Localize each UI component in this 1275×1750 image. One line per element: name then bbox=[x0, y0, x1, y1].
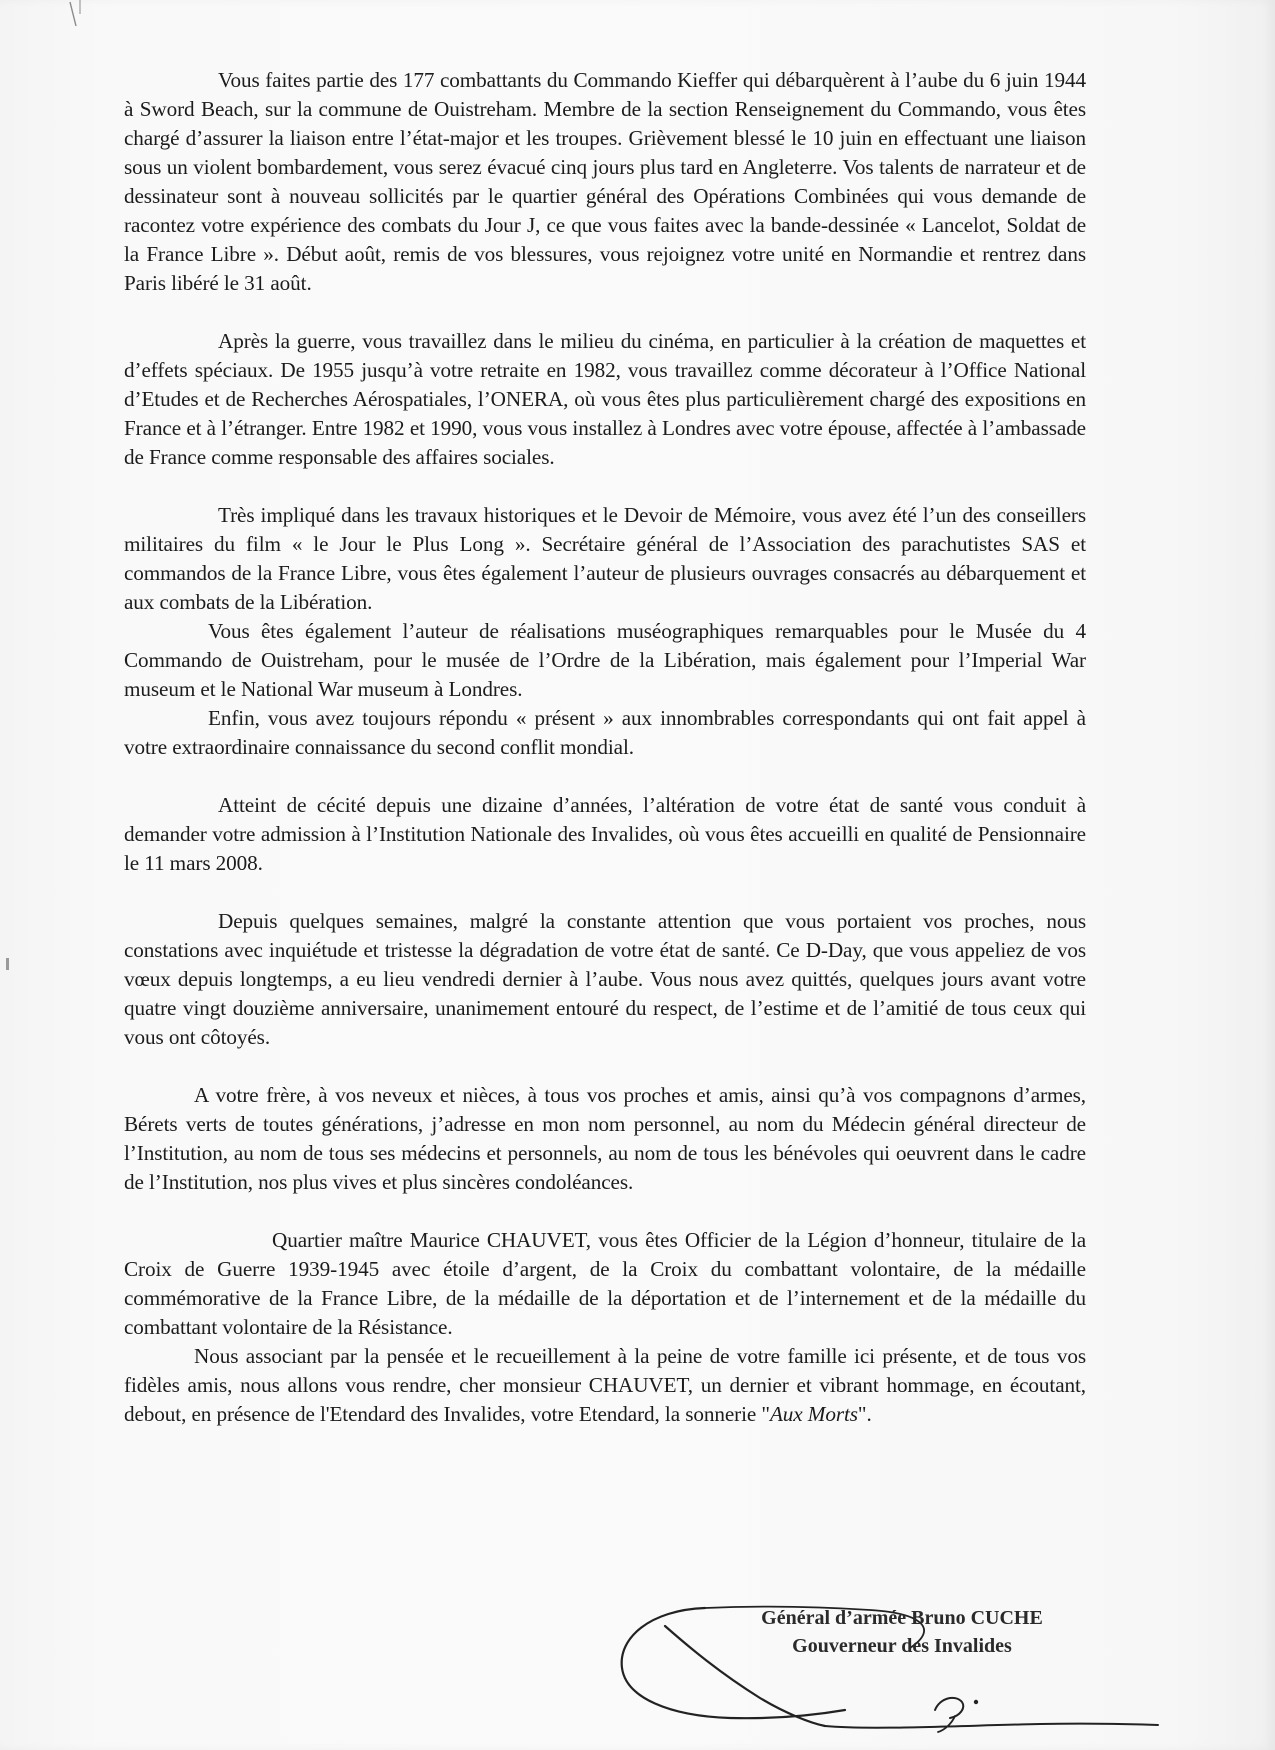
paragraph-memory-duty: Très impliqué dans les travaux historiques et le Devoir de Mémoire, vous avez été l’un des conseillers militaires du film « le Jour le Plus Long ». Secrétaire général de l’Association des parachutistes SAS et commandos de la France Libre, vous êtes également l’auteur de plusieurs ouvrages consacrés au débarquement et aux combats de la Libération. bbox=[124, 503, 1086, 614]
tribute-sonnerie-name: Aux Morts bbox=[769, 1402, 858, 1426]
paragraph-after-war: Après la guerre, vous travaillez dans le milieu du cinéma, en particulier à la création de maquettes et d’effets spéciaux. De 1955 jusqu’à votre retraite en 1982, vous travaillez comme décorateur à l’Office National d’Etudes et de Recherches Aérospatiales, l’ONERA, où vous êtes plus particulièrement chargé des expositions en France et à l’étranger. Entre 1982 et 1990, vous vous installez à Londres avec votre épouse, affectée à l’ambassade de France comme responsable des affaires sociales. bbox=[124, 329, 1086, 469]
letter-body bbox=[124, 66, 1086, 1429]
paragraph-decorations: Quartier maître Maurice CHAUVET, vous êtes Officier de la Légion d’honneur, titulaire de la Croix de Guerre 1939-1945 avec étoile d’argent, de la Croix du combattant volontaire, de la médaille commémorative de la France Libre, de la médaille de la déportation et de l’internement et de la médaille du combattant volontaire de la Résistance. bbox=[124, 1228, 1086, 1339]
paragraph-commando: Vous faites partie des 177 combattants du Commando Kieffer qui débarquèrent à l’aube du 6 juin 1944 à Sword Beach, sur la commune de Ouistreham. Membre de la section Renseignement du Commando, vous êtes chargé d’assurer la liaison entre l’état-major et les troupes. Grièvement blessé le 10 juin en effectuant une liaison sous un violent bombardement, vous serez évacué cinq jours plus tard en Angleterre. Vos talents de narrateur et de dessinateur sont à nouveau sollicités par le quartier général des Opérations Combinées qui vous demande de racontez votre expérience des combats du Jour J, ce que vous faites avec la bande-dessinée « Lancelot, Soldat de la France Libre ». Début août, remis de vos blessures, vous rejoignez votre unité en Normandie et rentrez dans Paris libéré le 31 août. bbox=[124, 68, 1086, 295]
paragraph-d-day: Depuis quelques semaines, malgré la constante attention que vous portaient vos proches, nous constations avec inquiétude et tristesse la dégradation de votre état de santé. Ce D-Day, que vous appeliez de vos vœux depuis longtemps, a eu lieu vendredi dernier à l’aube. Vous nous avez quittés, quelques jours avant votre quatre vingt douzième anniversaire, unanimement entouré du respect, de l’estime et de l’amitié de tous ceux qui vous ont côtoyés. bbox=[124, 909, 1086, 1049]
paragraph-tribute bbox=[124, 1342, 1086, 1429]
tribute-end: ". bbox=[857, 1402, 872, 1426]
tribute-text: Nous associant par la pensée et le recueillement à la peine de votre famille ici présente, et de tous vos fidèles amis, nous allons vous rendre, cher monsieur CHAUVET, un dernier et vibrant hommage, en écoutant, debout, en présence de l'Etendard des Invalides, votre Etendard, la sonnerie " bbox=[124, 1344, 1086, 1426]
signatory-name: Général d’armée Bruno CUCHE bbox=[761, 1607, 1043, 1629]
scan-edge-mark bbox=[68, 0, 88, 30]
paragraph-museography: Vous êtes également l’auteur de réalisations muséographiques remarquables pour le Musée du 4 Commando de Ouistreham, pour le musée de l’Ordre de la Libération, mais également pour l’Imperial War museum et le National War museum à Londres. bbox=[124, 619, 1086, 701]
paragraph-blindness: Atteint de cécité depuis une dizaine d’années, l’altération de votre état de santé vous conduit à demander votre admission à l’Institution Nationale des Invalides, où vous êtes accueilli en qualité de Pensionnaire le 11 mars 2008. bbox=[124, 793, 1086, 875]
signatory-title: Gouverneur des Invalides bbox=[792, 1635, 1012, 1657]
paragraph-condolences: A votre frère, à vos neveux et nièces, à tous vos proches et amis, ainsi qu’à vos compagnons d’armes, Bérets verts de toutes générations, j’adresse en mon nom personnel, au nom du Médecin général directeur de l’Institution, au nom de tous ses médecins et personnels, au nom de tous les bénévoles qui oeuvrent dans le cadre de l’Institution, nos plus vives et plus sincères condoléances. bbox=[124, 1083, 1086, 1194]
signature-block bbox=[742, 1604, 1062, 1660]
scan-edge-dot bbox=[6, 958, 9, 970]
paragraph-correspondents: Enfin, vous avez toujours répondu « présent » aux innombrables correspondants qui ont fait appel à votre extraordinaire connaissance du second conflit mondial. bbox=[124, 706, 1086, 759]
